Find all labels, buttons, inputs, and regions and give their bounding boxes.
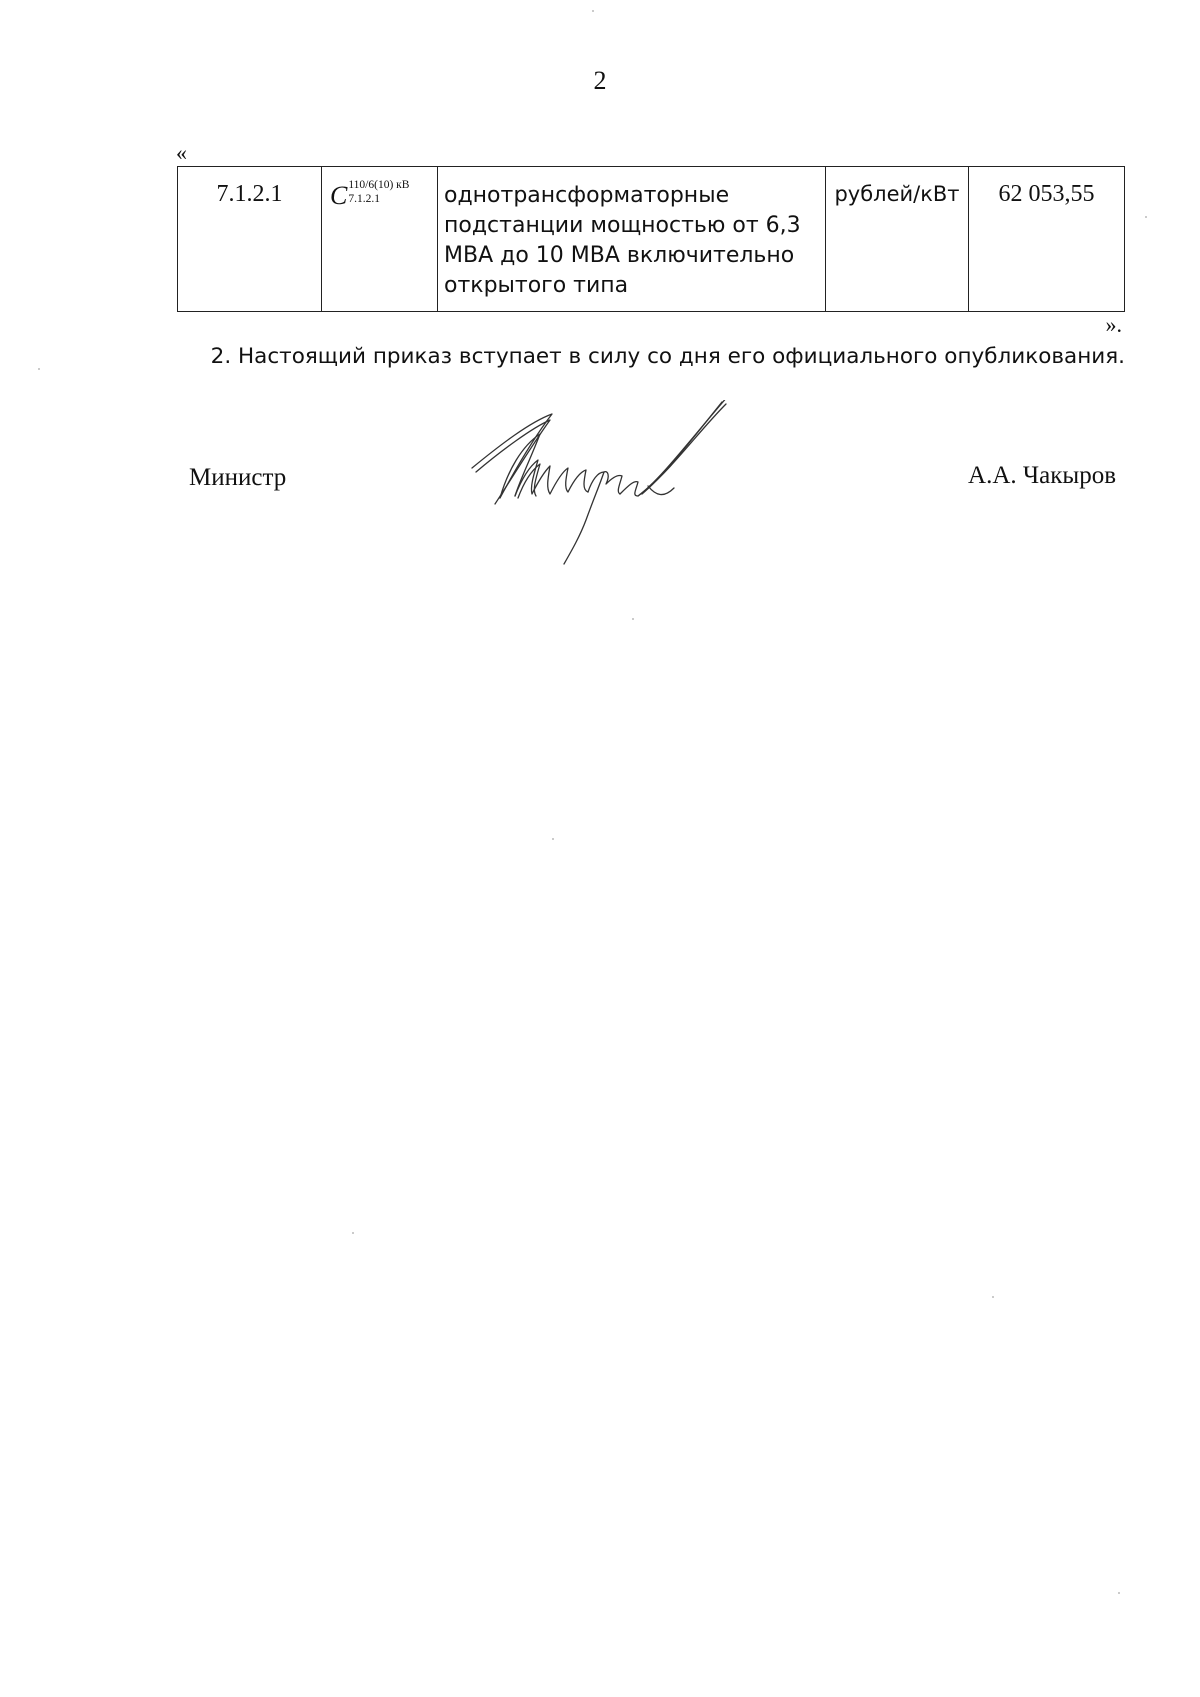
page-number: 2	[593, 66, 607, 95]
unit-cell: рублей/кВт	[826, 167, 969, 312]
tariff-table	[177, 166, 1125, 312]
symbol-subscript: 7.1.2.1	[348, 193, 380, 205]
handwritten-signature	[460, 400, 750, 580]
signatory-name: А.А. Чакыров	[968, 462, 1116, 489]
signatory-position: Министр	[189, 464, 287, 491]
scan-speck	[38, 368, 40, 370]
scan-speck	[1145, 216, 1147, 218]
symbol-superscript: 110/6(10) кВ	[348, 179, 410, 191]
table-row	[178, 167, 1125, 312]
scan-speck	[592, 10, 594, 12]
tariff-symbol-cell	[322, 167, 438, 312]
tariff-symbol	[330, 179, 409, 213]
scan-speck	[1118, 1592, 1120, 1594]
value-cell: 62 053,55	[969, 167, 1125, 312]
opening-quote-mark: «	[176, 140, 187, 165]
scan-speck	[352, 1232, 354, 1234]
scan-speck	[552, 838, 554, 840]
row-number-cell: 7.1.2.1	[178, 167, 322, 312]
closing-quote-mark: ».	[1105, 312, 1122, 337]
description-cell: однотрансформаторные подстанции мощностью от 6,3 МВА до 10 МВА включительно открытого типа	[438, 167, 826, 312]
scan-speck	[632, 618, 634, 620]
symbol-base: C	[330, 181, 348, 210]
clause-2-text: 2. Настоящий приказ вступает в силу со дня его официального опубликования.	[210, 344, 1125, 369]
scan-speck	[992, 1296, 994, 1298]
